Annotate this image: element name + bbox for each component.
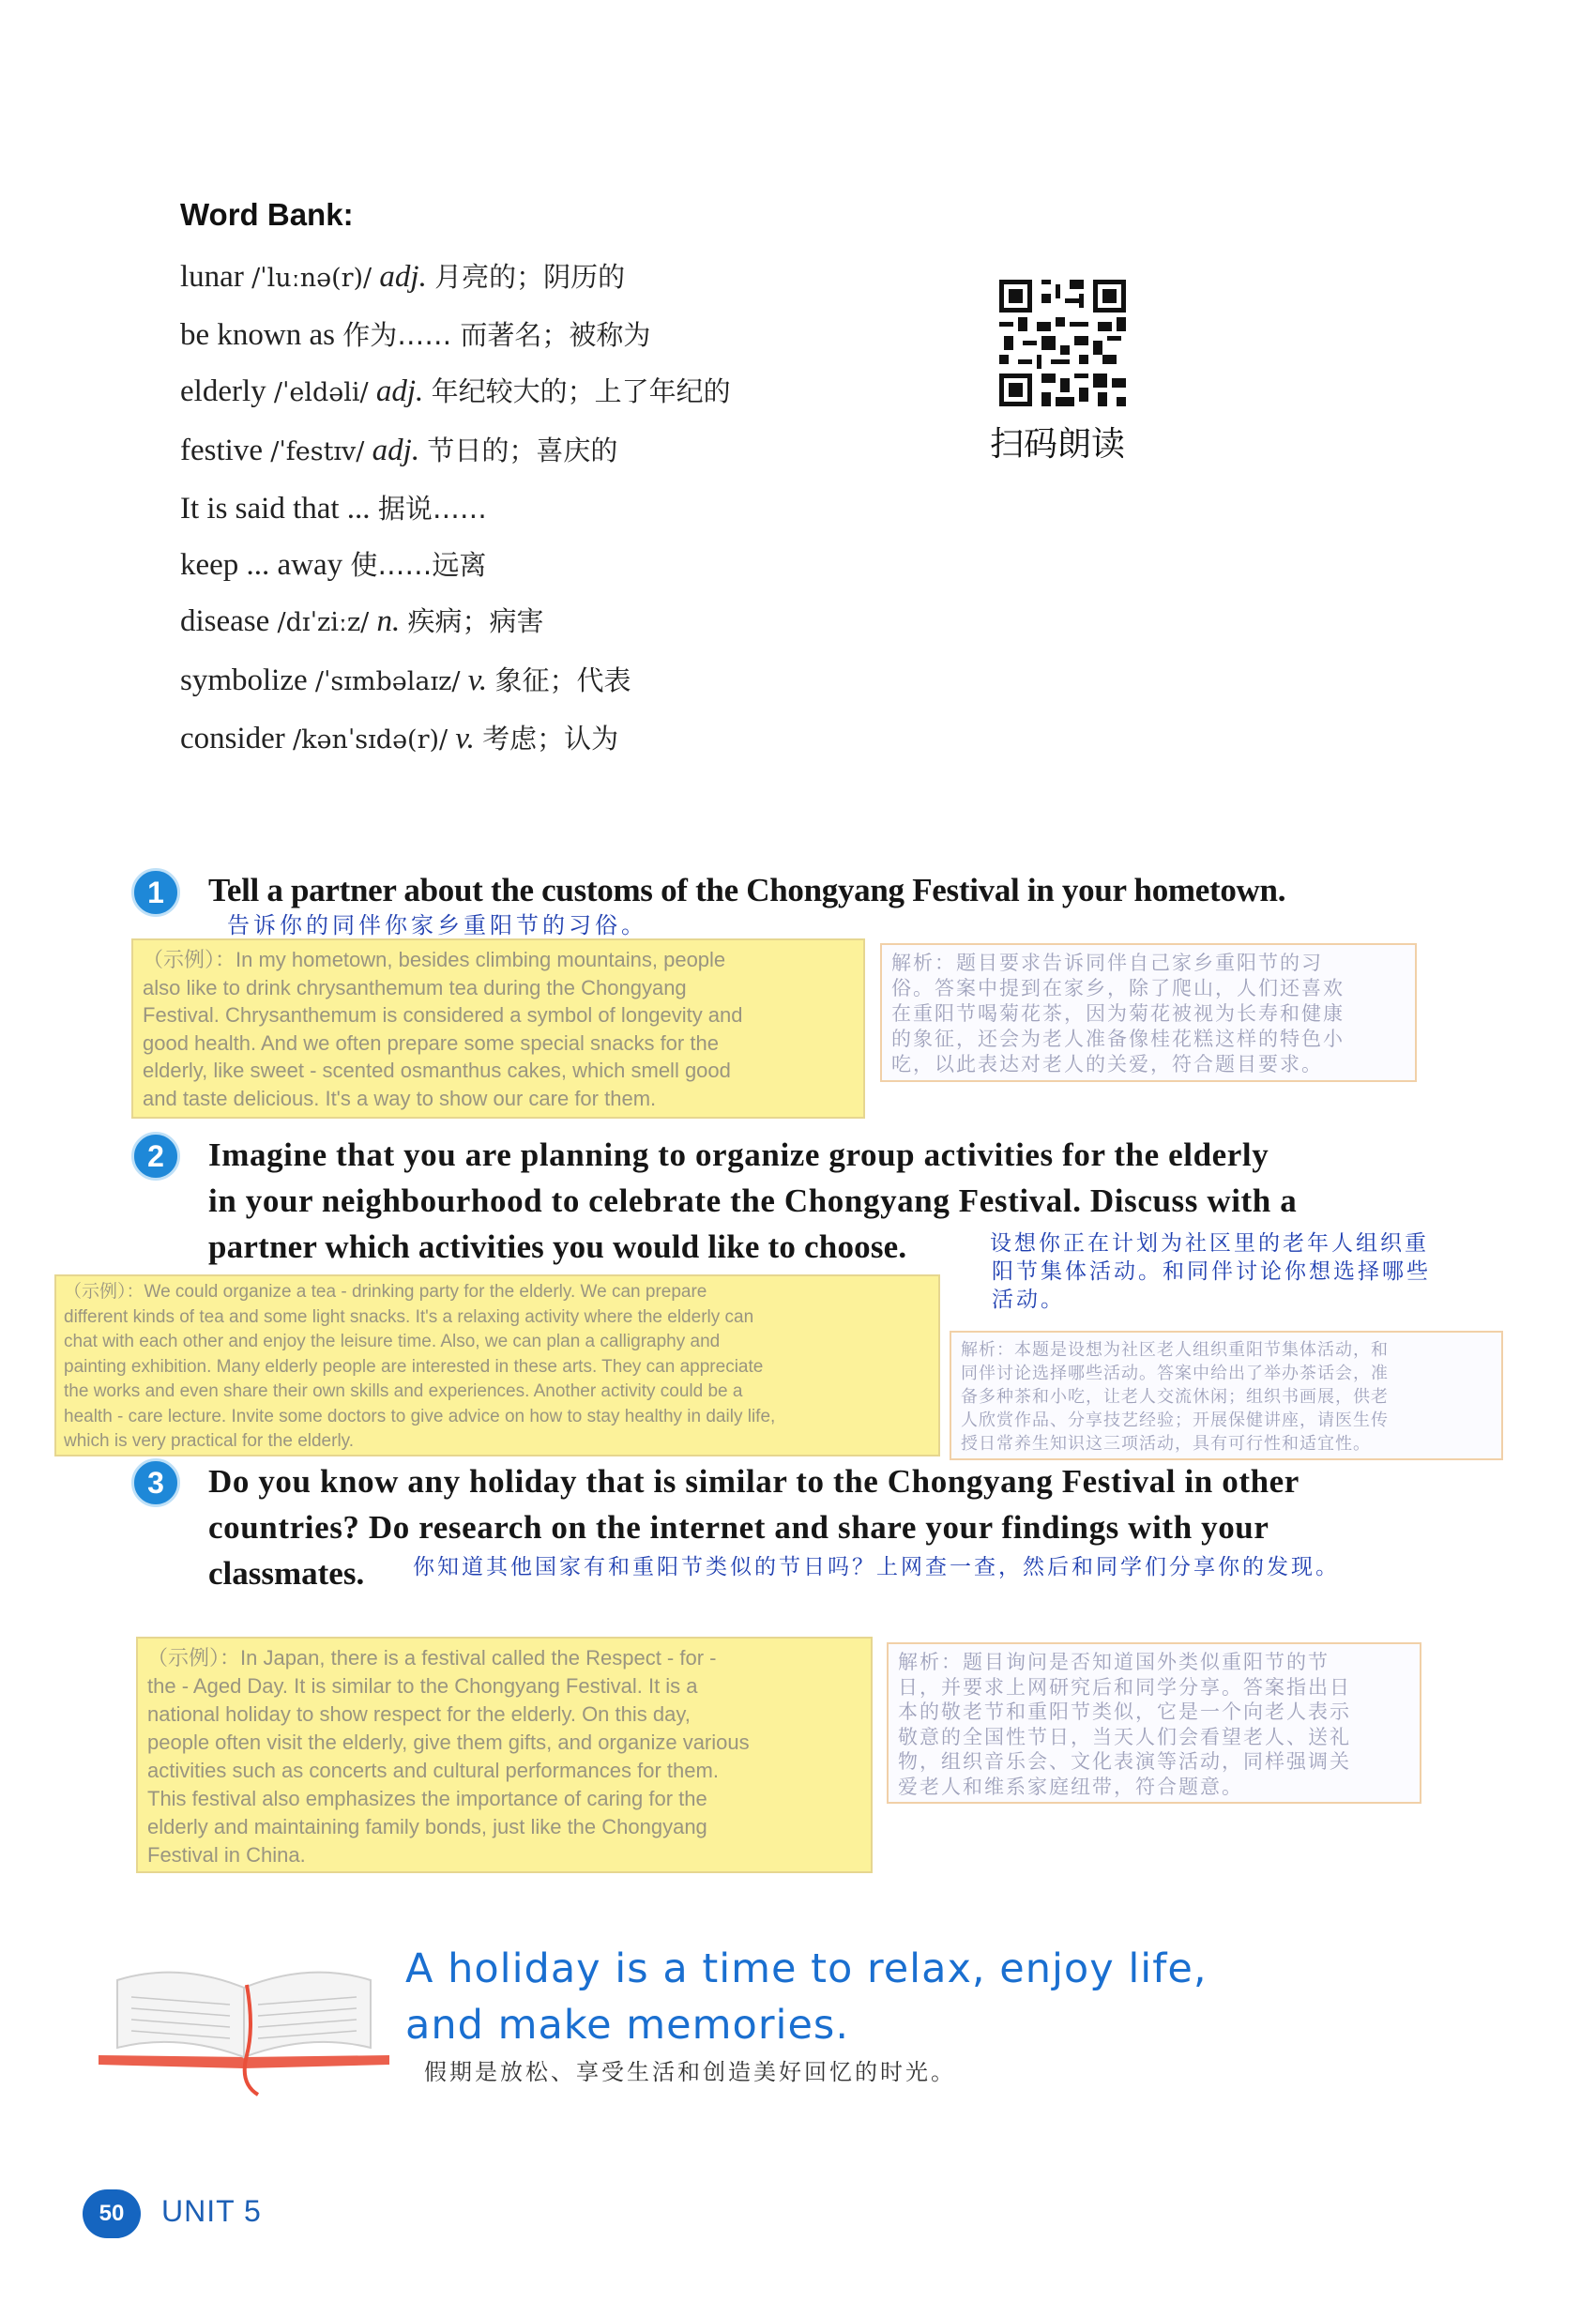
entry-word: consider bbox=[180, 722, 285, 755]
analysis-line: 敬意的全国性节日，当天人们会看望老人、送礼 bbox=[898, 1725, 1351, 1748]
analysis-line: 授日常养生知识这三项活动，具有可行性和适宜性。 bbox=[961, 1434, 1371, 1454]
word-bank-entry bbox=[180, 720, 731, 759]
entry-pos: adj. bbox=[379, 260, 427, 294]
quote-line: A holiday is a time to relax, enjoy life, bbox=[405, 1945, 1208, 1992]
analysis-line: 吃，以此表达对老人的关爱，符合题目要求。 bbox=[891, 1053, 1323, 1075]
word-bank-entry bbox=[180, 258, 731, 297]
question-line: Do you know any holiday that is similar to the Chongyang Festival in other bbox=[208, 1463, 1300, 1500]
word-bank-entry bbox=[180, 316, 731, 354]
open-book-illustration bbox=[89, 1943, 399, 2102]
answer-line: different kinds of tea and some light snacks. It's a relaxing activity where the elderly can bbox=[64, 1306, 754, 1327]
entry-meaning: 使……远离 bbox=[350, 549, 487, 581]
analysis-line: 爱老人和维系家庭纽带，符合题意。 bbox=[898, 1775, 1243, 1798]
answer-line: and taste delicious. It's a way to show our care for them. bbox=[143, 1086, 657, 1110]
answer-line: This festival also emphasizes the importance of caring for the bbox=[147, 1787, 707, 1810]
qr-label: 扫码朗读 bbox=[990, 425, 1126, 464]
analysis-line: 人欣赏作品、分享技艺经验；开展保健讲座，请医生传 bbox=[961, 1411, 1389, 1430]
entry-phonetic: /ˈfestɪv/ bbox=[270, 437, 365, 466]
translation-line: 活动。 bbox=[992, 1288, 1065, 1312]
analysis-line: 的象征，还会为老人准备像桂花糕这样的特色小 bbox=[891, 1028, 1345, 1050]
task-2-answer-box bbox=[54, 1274, 940, 1456]
question-line: in your neighbourhood to celebrate the Chongyang Festival. Discuss with a bbox=[208, 1182, 1298, 1219]
analysis-line: 本的敬老节和重阳节类似，它是一个向老人表示 bbox=[898, 1700, 1351, 1723]
entry-meaning: 象征；代表 bbox=[494, 664, 631, 696]
entry-meaning: 作为…… 而著名；被称为 bbox=[342, 319, 651, 351]
entry-meaning: 据说…… bbox=[377, 493, 487, 525]
entry-word: keep ... away bbox=[180, 548, 343, 582]
answer-line: national holiday to show respect for the elderly. On this day, bbox=[147, 1702, 691, 1726]
entry-meaning: 年纪较大的；上了年纪的 bbox=[431, 375, 731, 407]
task-3-analysis-box bbox=[887, 1642, 1421, 1804]
task-1-translation: 告诉你的同伴你家乡重阳节的习俗。 bbox=[227, 912, 647, 938]
answer-line: Festival. Chrysanthemum is considered a symbol of longevity and bbox=[143, 1003, 743, 1027]
word-bank-entry bbox=[180, 373, 731, 412]
translation-line: 设想你正在计划为社区里的老年人组织重 bbox=[990, 1231, 1429, 1256]
answer-line: good health. And we often prepare some special snacks for the bbox=[143, 1030, 719, 1055]
question-line: Imagine that you are planning to organize group activities for the elderly bbox=[208, 1136, 1269, 1173]
qr-code[interactable] bbox=[999, 280, 1126, 406]
entry-pos: v. bbox=[467, 663, 488, 697]
answer-line: （示例）：We could organize a tea - drinking party for the elderly. We can prepare bbox=[64, 1282, 707, 1302]
answer-line: Festival in China. bbox=[147, 1843, 306, 1867]
answer-line: elderly, like sweet - scented osmanthus cakes, which smell good bbox=[143, 1059, 731, 1082]
holiday-quote bbox=[405, 1941, 1208, 2053]
task-number-badge: 3 bbox=[131, 1458, 180, 1507]
translation-line: 阳节集体活动。和同伴讨论你想选择哪些 bbox=[992, 1259, 1431, 1284]
entry-word: symbolize bbox=[180, 663, 308, 697]
analysis-line: 物，组织音乐会、文化表演等活动，同样强调关 bbox=[898, 1750, 1351, 1773]
entry-word: elderly bbox=[180, 374, 266, 408]
word-bank-title: Word Bank: bbox=[180, 197, 354, 232]
task-3-answer-box bbox=[136, 1637, 873, 1873]
answer-line: health - care lecture. Invite some doctors to give advice on how to stay healthy in daily life, bbox=[64, 1406, 776, 1426]
word-bank-entry bbox=[180, 490, 731, 527]
entry-meaning: 节日的；喜庆的 bbox=[427, 435, 618, 466]
analysis-line: 日，并要求上网研究后和同学分享。答案指出日 bbox=[898, 1675, 1351, 1699]
entry-word: lunar bbox=[180, 260, 244, 294]
entry-pos: v. bbox=[455, 722, 475, 755]
task-2-translation bbox=[990, 1229, 1431, 1314]
task-1-question: Tell a partner about the customs of the Chongyang Festival in your hometown. bbox=[208, 872, 1286, 908]
task-number-badge: 1 bbox=[131, 868, 180, 917]
answer-line: （示例）：In Japan, there is a festival called the Respect - for - bbox=[147, 1646, 717, 1670]
entry-word: It is said that ... bbox=[180, 492, 371, 526]
word-bank-list bbox=[180, 258, 731, 778]
entry-pos: adj. bbox=[372, 434, 420, 467]
entry-word: disease bbox=[180, 604, 270, 638]
quote-translation: 假期是放松、享受生活和创造美好回忆的时光。 bbox=[424, 2059, 956, 2085]
answer-line: elderly and maintaining family bonds, just like the Chongyang bbox=[147, 1815, 707, 1838]
answer-line: chat with each other and enjoy the leisure time. Also, we can plan a calligraphy and bbox=[64, 1332, 721, 1351]
task-number-badge: 2 bbox=[131, 1132, 180, 1181]
answer-line: the - Aged Day. It is similar to the Chongyang Festival. It is a bbox=[147, 1674, 698, 1698]
answer-line: （示例）：In my hometown, besides climbing mountains, people bbox=[143, 948, 726, 971]
analysis-line: 解析：本题是设想为社区老人组织重阳节集体活动，和 bbox=[961, 1340, 1389, 1360]
answer-line: also like to drink chrysanthemum tea during the Chongyang bbox=[143, 975, 687, 999]
answer-line: people often visit the elderly, give them gifts, and organize various bbox=[147, 1731, 750, 1754]
entry-phonetic: /ˈeldəli/ bbox=[273, 378, 369, 407]
analysis-line: 俗。答案中提到在家乡，除了爬山，人们还喜欢 bbox=[891, 977, 1345, 999]
word-bank-entry bbox=[180, 546, 731, 584]
word-bank-entry bbox=[180, 662, 731, 701]
answer-line: painting exhibition. Many elderly people are interested in these arts. They can appreciate bbox=[64, 1356, 764, 1377]
task-3-translation: 你知道其他国家有和重阳节类似的节日吗？上网查一查，然后和同学们分享你的发现。 bbox=[413, 1555, 1340, 1579]
unit-label: UNIT 5 bbox=[161, 2194, 262, 2228]
question-line: classmates. bbox=[208, 1555, 365, 1592]
entry-meaning: 考虑；认为 bbox=[482, 723, 619, 755]
analysis-line: 解析：题目要求告诉同伴自己家乡重阳节的习 bbox=[891, 952, 1323, 974]
entry-pos: adj. bbox=[375, 374, 424, 408]
entry-meaning: 月亮的；阴历的 bbox=[434, 261, 626, 293]
question-line: partner which activities you would like to choose. bbox=[208, 1228, 907, 1265]
open-book-icon bbox=[89, 1943, 399, 2102]
task-1-analysis-box bbox=[880, 943, 1417, 1082]
word-bank-entry bbox=[180, 432, 731, 471]
entry-phonetic: /ˈsɪmbəlaɪz/ bbox=[314, 667, 461, 696]
entry-word: festive bbox=[180, 434, 263, 467]
entry-phonetic: /ˈluːnə(r)/ bbox=[251, 264, 372, 293]
analysis-line: 备多种茶和小吃，让老人交流休闲；组织书画展，供老 bbox=[961, 1387, 1389, 1407]
entry-word: be known as bbox=[180, 318, 335, 352]
entry-pos: n. bbox=[376, 604, 401, 638]
task-1-answer-box bbox=[131, 938, 865, 1119]
analysis-line: 在重阳节喝菊花茶，因为菊花被视为长寿和健康 bbox=[891, 1002, 1345, 1025]
task-2-analysis-box bbox=[950, 1331, 1503, 1460]
qr-code-icon bbox=[999, 280, 1126, 406]
entry-meaning: 疾病；病害 bbox=[407, 605, 544, 637]
entry-phonetic: /kənˈsɪdə(r)/ bbox=[293, 725, 448, 755]
word-bank-entry bbox=[180, 602, 731, 642]
question-line: countries? Do research on the internet and share your findings with your bbox=[208, 1509, 1269, 1546]
entry-phonetic: /dɪˈziːz/ bbox=[277, 608, 370, 637]
quote-line: and make memories. bbox=[405, 2002, 849, 2049]
analysis-line: 同伴讨论选择哪些活动。答案中给出了举办茶话会，准 bbox=[961, 1364, 1389, 1383]
answer-line: the works and even share their own skills and experiences. Another activity could be a bbox=[64, 1381, 743, 1401]
answer-line: activities such as concerts and cultural performances for them. bbox=[147, 1759, 719, 1782]
page-number-badge: 50 bbox=[83, 2189, 141, 2238]
analysis-line: 解析：题目询问是否知道国外类似重阳节的节 bbox=[898, 1651, 1330, 1673]
answer-line: which is very practical for the elderly. bbox=[64, 1431, 355, 1451]
